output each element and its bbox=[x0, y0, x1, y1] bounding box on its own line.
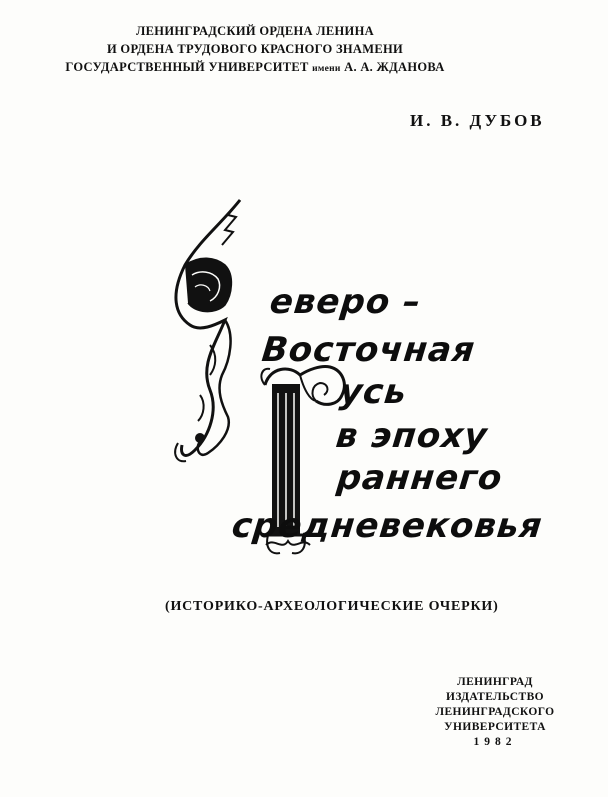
imprint-publisher-line-1: ИЗДАТЕЛЬСТВО bbox=[446, 691, 544, 703]
ornamental-initial-s-icon bbox=[175, 200, 240, 461]
institution-line-2: И ОРДЕНА ТРУДОВОГО КРАСНОГО ЗНАМЕНИ bbox=[106, 42, 404, 56]
author-name: И. В. ДУБОВ bbox=[410, 111, 545, 130]
publisher-imprint bbox=[420, 675, 570, 750]
title-line-2: Восточная bbox=[259, 330, 478, 370]
title-line-4: в эпоху bbox=[333, 416, 490, 456]
institution-imeni: имени bbox=[312, 64, 341, 74]
institution-university: ГОСУДАРСТВЕННЫЙ УНИВЕРСИТЕТ bbox=[65, 60, 309, 74]
institution-namesake: А. А. ЖДАНОВА bbox=[344, 60, 445, 74]
imprint-publisher-line-2: ЛЕНИНГРАДСКОГО bbox=[435, 706, 555, 718]
title-line-6: средневековья bbox=[229, 506, 545, 546]
imprint-year: 1982 bbox=[473, 736, 517, 748]
institution-header bbox=[20, 22, 490, 78]
subtitle: (ИСТОРИКО-АРХЕОЛОГИЧЕСКИЕ ОЧЕРКИ) bbox=[165, 599, 499, 614]
title-line-5: раннего bbox=[334, 458, 505, 498]
title-line-3: усь bbox=[337, 372, 409, 412]
imprint-city: ЛЕНИНГРАД bbox=[457, 676, 533, 688]
imprint-publisher-line-3: УНИВЕРСИТЕТА bbox=[444, 721, 546, 733]
institution-line-3 bbox=[20, 58, 490, 78]
title-line-1: еверо – bbox=[267, 282, 424, 322]
institution-line-1: ЛЕНИНГРАДСКИЙ ОРДЕНА ЛЕНИНА bbox=[136, 24, 374, 38]
